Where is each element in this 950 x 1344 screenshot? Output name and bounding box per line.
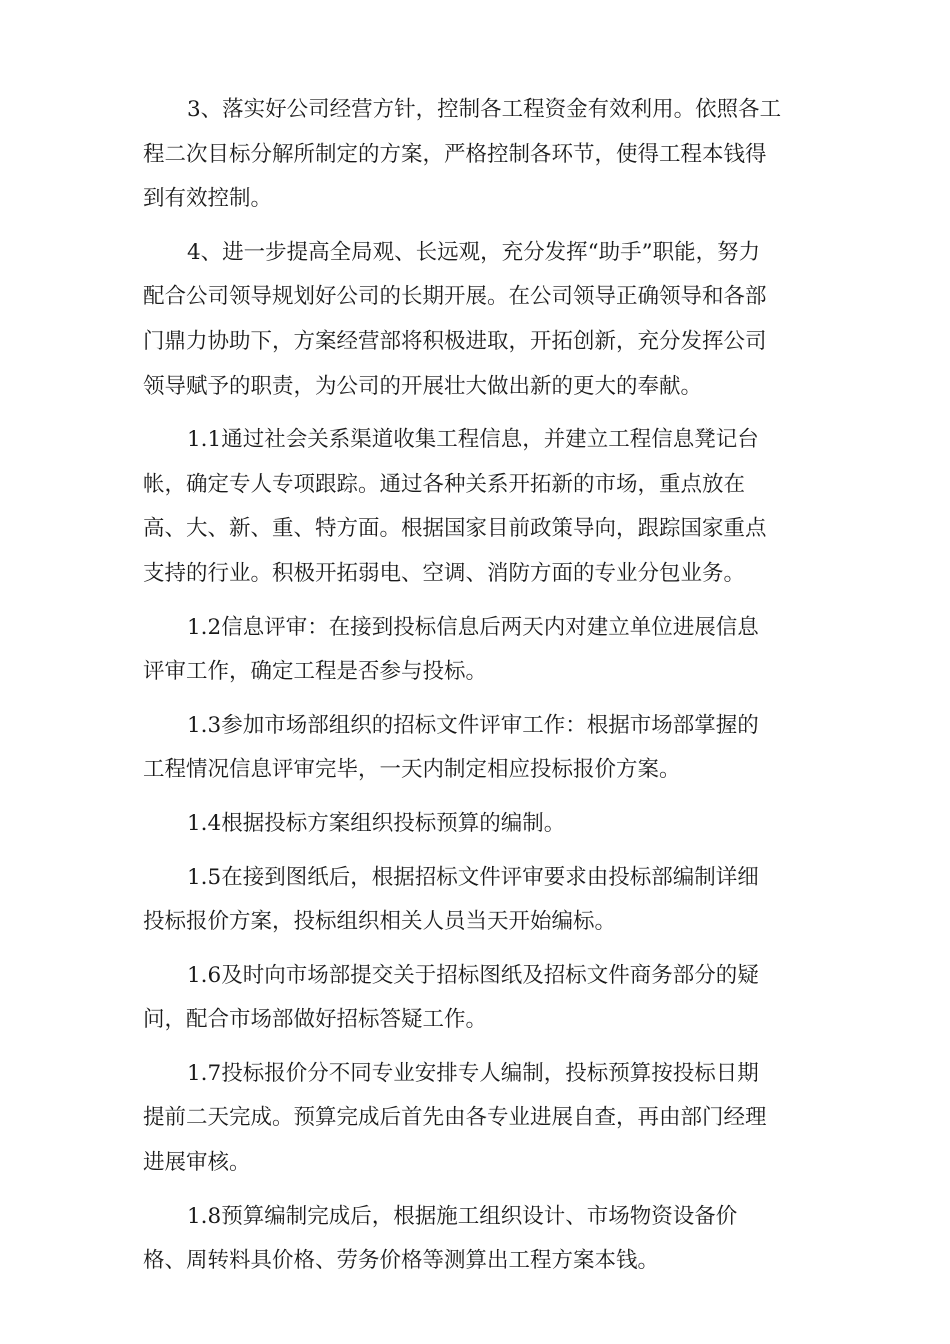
- text-line: 1.8预算编制完成后，根据施工组织设计、市场物资设备价: [187, 1203, 738, 1229]
- text-line: 问，配合市场部做好招标答疑工作。: [143, 1007, 488, 1033]
- text-line: 4、进一步提高全局观、长远观，充分发挥“助手”职能，努力: [187, 239, 761, 265]
- text-line: 格、周转料具价格、劳务价格等测算出工程方案本钱。: [143, 1248, 660, 1274]
- text-line: 3、落实好公司经营方针，控制各工程资金有效利用。依照各工: [187, 97, 782, 122]
- paragraph-1-5: [143, 856, 811, 945]
- text-line: 1.7投标报价分不同专业安排专人编制，投标预算按投标日期: [187, 1060, 759, 1086]
- text-line: 领导赋予的职责，为公司的开展壮大做出新的更大的奉献。: [143, 373, 703, 399]
- text-line: 工程情况信息评审完毕，一天内制定相应投标报价方案。: [143, 757, 681, 783]
- text-line: 1.1通过社会关系渠道收集工程信息，并建立工程信息凳记台: [187, 427, 759, 453]
- paragraph-4: [143, 231, 811, 409]
- paragraph-1-4: [143, 802, 811, 847]
- text-line: 1.6及时向市场部提交关于招标图纸及招标文件商务部分的疑: [187, 962, 759, 988]
- text-line: 评审工作，确定工程是否参与投标。: [143, 659, 488, 685]
- text-line: 1.3参加市场部组织的招标文件评审工作：根据市场部掌握的: [187, 712, 759, 738]
- paragraph-1-8: [143, 1195, 811, 1284]
- paragraph-3: [143, 88, 811, 222]
- text-line: 1.4根据投标方案组织投标预算的编制。: [187, 810, 566, 836]
- text-line: 高、大、新、重、特方面。根据国家目前政策导向，跟踪国家重点: [143, 516, 767, 542]
- paragraph-1-7: [143, 1052, 811, 1186]
- paragraph-1-2: [143, 606, 811, 695]
- text-line: 配合公司领导规划好公司的长期开展。在公司领导正确领导和各部: [143, 284, 767, 310]
- text-line: 进展审核。: [143, 1150, 251, 1176]
- text-line: 到有效控制。: [143, 186, 273, 212]
- text-line: 支持的行业。积极开拓弱电、空调、消防方面的专业分包业务。: [143, 560, 746, 586]
- document-body: [143, 88, 811, 1293]
- paragraph-1-6: [143, 954, 811, 1043]
- paragraph-1-1: [143, 418, 811, 596]
- text-line: 1.5在接到图纸后，根据招标文件评审要求由投标部编制详细: [187, 864, 759, 890]
- text-line: 投标报价方案，投标组织相关人员当天开始编标。: [143, 909, 617, 935]
- paragraph-1-3: [143, 704, 811, 793]
- text-line: 门鼎力协助下，方案经营部将积极进取，开拓创新，充分发挥公司: [143, 328, 767, 354]
- text-line: 程二次目标分解所制定的方案，严格控制各环节，使得工程本钱得: [143, 141, 767, 167]
- text-line: 帐，确定专人专项跟踪。通过各种关系开拓新的市场，重点放在: [143, 471, 746, 497]
- text-line: 提前二天完成。预算完成后首先由各专业进展自查，再由部门经理: [143, 1105, 767, 1131]
- text-line: 1.2信息评审：在接到投标信息后两天内对建立单位进展信息: [187, 614, 759, 640]
